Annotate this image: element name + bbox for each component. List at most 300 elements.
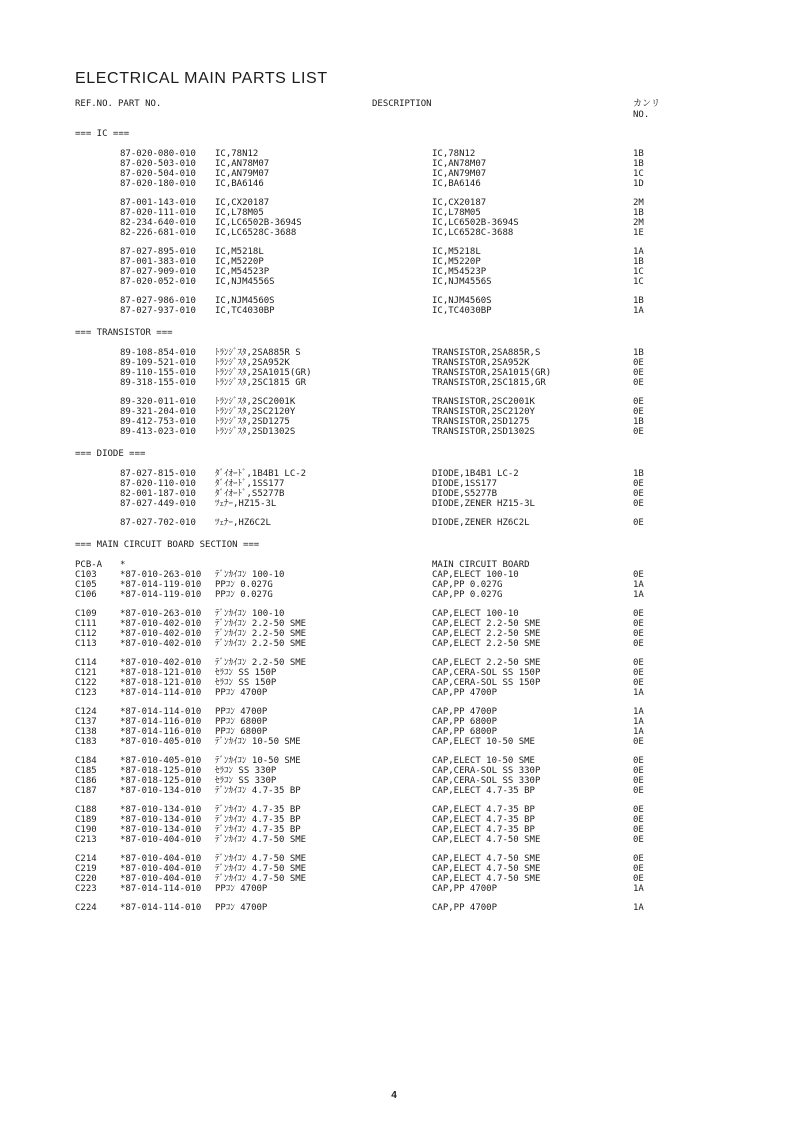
description-cell: CAP,ELECT 10-50 SME <box>432 737 535 747</box>
kanri-no-cell: 1C <box>633 267 644 277</box>
part-no-cell: 87-020-080-010 <box>120 149 196 159</box>
ref-no-cell: C111 <box>75 619 97 629</box>
description-cell: IC,LC6502B-3694S <box>432 218 519 228</box>
jp-name-cell: PPｺﾝ 6800P <box>215 717 268 727</box>
part-no-cell: *87-014-119-010 <box>120 580 202 590</box>
jp-name-cell: ﾃﾞﾝｶｲｺﾝ 2.2-50 SME <box>215 629 307 639</box>
description-cell: IC,LC6528C-3688 <box>432 228 514 238</box>
jp-name-cell: ﾃﾞﾝｶｲｺﾝ 2.2-50 SME <box>215 658 307 668</box>
part-no-cell: 89-320-011-010 <box>120 397 196 407</box>
table-row <box>0 717 788 727</box>
table-row <box>0 296 788 306</box>
jp-name-cell: IC,L78M05 <box>215 208 264 218</box>
description-cell: CAP,PP 4700P <box>432 688 498 698</box>
jp-name-cell: ﾄﾗﾝｼﾞｽﾀ,2SD1302S <box>215 427 296 437</box>
table-row <box>0 609 788 619</box>
part-no-cell: *87-010-405-010 <box>120 737 202 747</box>
table-row <box>0 815 788 825</box>
jp-name-cell: ﾄﾗﾝｼﾞｽﾀ,2SC2001K <box>215 397 296 407</box>
part-no-cell: 87-020-111-010 <box>120 208 196 218</box>
kanri-no-cell: 1B <box>633 257 644 267</box>
description-cell: CAP,ELECT 4.7-50 SME <box>432 854 541 864</box>
kanri-no-cell: 0E <box>633 407 644 417</box>
jp-name-cell: PPｺﾝ 4700P <box>215 903 268 913</box>
part-no-cell: 87-020-504-010 <box>120 169 196 179</box>
ref-no-cell: C223 <box>75 884 97 894</box>
jp-name-cell: ﾄﾗﾝｼﾞｽﾀ,2SA952K <box>215 358 290 368</box>
part-no-cell: 89-318-155-010 <box>120 378 196 388</box>
ref-no-cell: PCB-A <box>75 560 103 570</box>
kanri-no-cell: 0E <box>633 825 644 835</box>
ref-no-header: REF.NO. <box>75 99 113 109</box>
jp-name-cell: ﾃﾞﾝｶｲｺﾝ 2.2-50 SME <box>215 639 307 649</box>
kanri-no-cell: 0E <box>633 776 644 786</box>
part-no-cell: *87-010-263-010 <box>120 609 202 619</box>
description-cell: CAP,ELECT 4.7-35 BP <box>432 825 535 835</box>
jp-name-cell: IC,M5220P <box>215 257 264 267</box>
table-row <box>0 580 788 590</box>
ref-no-cell: C138 <box>75 727 97 737</box>
table-row <box>0 707 788 717</box>
description-cell: TRANSISTOR,2SC2120Y <box>432 407 535 417</box>
jp-name-cell: ﾄﾗﾝｼﾞｽﾀ,2SA885R S <box>215 348 301 358</box>
ref-no-cell: C188 <box>75 805 97 815</box>
description-cell: CAP,PP 6800P <box>432 727 498 737</box>
description-cell: CAP,ELECT 10-50 SME <box>432 756 535 766</box>
table-row <box>0 727 788 737</box>
jp-name-cell: IC,AN78M07 <box>215 159 270 169</box>
ref-no-cell: C184 <box>75 756 97 766</box>
ref-no-cell: C103 <box>75 570 97 580</box>
table-row <box>0 639 788 649</box>
jp-name-cell: ﾃﾞﾝｶｲｺﾝ 10-50 SME <box>215 737 301 747</box>
table-row <box>0 678 788 688</box>
jp-name-cell: ﾄﾗﾝｼﾞｽﾀ,2SD1275 <box>215 417 290 427</box>
kanri-no-cell: 1D <box>633 179 644 189</box>
ref-no-cell: C183 <box>75 737 97 747</box>
description-cell: TRANSISTOR,2SD1302S <box>432 427 535 437</box>
table-row <box>0 247 788 257</box>
kanri-no-cell: 1B <box>633 296 644 306</box>
kanri-no-cell: 1B <box>633 469 644 479</box>
description-cell: CAP,CERA-SOL SS 330P <box>432 766 541 776</box>
part-no-cell: *87-010-402-010 <box>120 629 202 639</box>
description-cell: CAP,PP 0.027G <box>432 580 503 590</box>
jp-name-cell: ﾂｪﾅｰ,HZ6C2L <box>215 518 271 528</box>
kanri-no-cell: 1A <box>633 590 644 600</box>
kanri-header: カンリ <box>633 99 661 109</box>
table-row <box>0 884 788 894</box>
description-cell: CAP,PP 4700P <box>432 884 498 894</box>
description-cell: DIODE,1B4B1 LC-2 <box>432 469 519 479</box>
description-cell: CAP,ELECT 100-10 <box>432 570 519 580</box>
table-row <box>0 560 788 570</box>
kanri-no-cell: 1A <box>633 727 644 737</box>
part-no-cell: *87-010-134-010 <box>120 805 202 815</box>
part-no-cell: *87-014-114-010 <box>120 884 202 894</box>
kanri-no-cell: 0E <box>633 368 644 378</box>
kanri-no-cell: 0E <box>633 658 644 668</box>
kanri-no-cell: 0E <box>633 427 644 437</box>
jp-name-cell: ﾃﾞﾝｶｲｺﾝ 4.7-50 SME <box>215 864 307 874</box>
part-no-cell: *87-014-114-010 <box>120 707 202 717</box>
table-row <box>0 776 788 786</box>
jp-name-cell: PPｺﾝ 0.027G <box>215 580 273 590</box>
part-no-cell: *87-014-119-010 <box>120 590 202 600</box>
kanri-no-cell: 0E <box>633 678 644 688</box>
page-number: 4 <box>391 1090 397 1101</box>
ref-no-cell: C113 <box>75 639 97 649</box>
description-cell: CAP,ELECT 4.7-35 BP <box>432 815 535 825</box>
jp-name-cell: IC,M54523P <box>215 267 270 277</box>
part-no-cell: 89-321-204-010 <box>120 407 196 417</box>
table-row <box>0 358 788 368</box>
table-row <box>0 658 788 668</box>
jp-name-cell: PPｺﾝ 0.027G <box>215 590 273 600</box>
description-cell: IC,M5218L <box>432 247 481 257</box>
table-row <box>0 228 788 238</box>
table-row <box>0 368 788 378</box>
table-row <box>0 169 788 179</box>
description-cell: CAP,ELECT 4.7-35 BP <box>432 786 535 796</box>
description-cell: CAP,CERA-SOL SS 150P <box>432 678 541 688</box>
description-cell: CAP,ELECT 4.7-35 BP <box>432 805 535 815</box>
table-row <box>0 874 788 884</box>
kanri-no-cell: 1C <box>633 277 644 287</box>
kanri-no-cell: 0E <box>633 619 644 629</box>
part-no-cell: 89-413-023-010 <box>120 427 196 437</box>
description-cell: IC,AN78M07 <box>432 159 487 169</box>
part-no-cell: 87-020-503-010 <box>120 159 196 169</box>
ref-no-cell: C137 <box>75 717 97 727</box>
parts-table <box>0 126 788 922</box>
part-no-cell: 87-020-052-010 <box>120 277 196 287</box>
part-no-cell: *87-010-134-010 <box>120 786 202 796</box>
column-header-row <box>0 99 788 121</box>
ref-no-cell: C187 <box>75 786 97 796</box>
part-no-cell: *87-018-121-010 <box>120 678 202 688</box>
description-cell: IC,78N12 <box>432 149 476 159</box>
ref-no-cell: C219 <box>75 864 97 874</box>
table-row <box>0 629 788 639</box>
description-cell: DIODE,ZENER HZ15-3L <box>432 499 535 509</box>
kanri-no-cell: 0E <box>633 854 644 864</box>
kanri-no-cell: 0E <box>633 570 644 580</box>
table-row <box>0 499 788 509</box>
part-no-cell: 87-001-383-010 <box>120 257 196 267</box>
part-no-cell: *87-014-116-010 <box>120 717 202 727</box>
jp-name-cell: IC,LC6502B-3694S <box>215 218 302 228</box>
part-no-cell: *87-018-125-010 <box>120 766 202 776</box>
ref-no-cell: C122 <box>75 678 97 688</box>
jp-name-cell: ｾﾗｺﾝ SS 150P <box>215 668 277 678</box>
part-no-cell: 82-234-640-010 <box>120 218 196 228</box>
kanri-no-cell: 0E <box>633 864 644 874</box>
part-no-cell: *87-010-404-010 <box>120 854 202 864</box>
ref-no-cell: C121 <box>75 668 97 678</box>
ref-no-cell: C124 <box>75 707 97 717</box>
kanri-no-cell: 0E <box>633 489 644 499</box>
table-row <box>0 825 788 835</box>
ref-no-cell: C114 <box>75 658 97 668</box>
kanri-no-cell: 0E <box>633 518 644 528</box>
description-cell: TRANSISTOR,2SA952K <box>432 358 530 368</box>
table-row <box>0 737 788 747</box>
part-no-cell: *87-010-134-010 <box>120 825 202 835</box>
jp-name-cell: IC,LC6528C-3688 <box>215 228 297 238</box>
part-no-cell: *87-010-402-010 <box>120 619 202 629</box>
description-cell: IC,AN79M07 <box>432 169 487 179</box>
kanri-no-cell: 0E <box>633 609 644 619</box>
kanri-no-cell: 1B <box>633 159 644 169</box>
table-row <box>0 306 788 316</box>
kanri-no-cell: 1B <box>633 417 644 427</box>
ref-no-cell: C109 <box>75 609 97 619</box>
jp-name-cell: IC,NJM4560S <box>215 296 275 306</box>
table-row <box>0 619 788 629</box>
description-cell: CAP,ELECT 2.2-50 SME <box>432 639 541 649</box>
table-row <box>0 397 788 407</box>
kanri-no-cell: 0E <box>633 737 644 747</box>
kanri-no-cell: 1A <box>633 903 644 913</box>
table-row <box>0 854 788 864</box>
ref-no-cell: C189 <box>75 815 97 825</box>
table-row <box>0 864 788 874</box>
description-cell: CAP,CERA-SOL SS 330P <box>432 776 541 786</box>
part-no-cell: 87-027-815-010 <box>120 469 196 479</box>
table-row <box>0 407 788 417</box>
ref-no-cell: C214 <box>75 854 97 864</box>
description-cell: DIODE,ZENER HZ6C2L <box>432 518 530 528</box>
kanri-no-cell: 1C <box>633 169 644 179</box>
kanri-no-cell: 1A <box>633 717 644 727</box>
jp-name-cell: PPｺﾝ 4700P <box>215 884 268 894</box>
table-row <box>0 378 788 388</box>
table-row <box>0 277 788 287</box>
ref-no-cell: C190 <box>75 825 97 835</box>
jp-name-cell: ﾀﾞｲｵｰﾄﾞ,1B4B1 LC-2 <box>215 469 307 479</box>
section-heading-text: === MAIN CIRCUIT BOARD SECTION === <box>75 540 260 550</box>
part-no-cell: *87-014-116-010 <box>120 727 202 737</box>
jp-name-cell: ｾﾗｺﾝ SS 150P <box>215 678 277 688</box>
description-cell: IC,CX20187 <box>432 198 487 208</box>
description-cell: IC,M54523P <box>432 267 487 277</box>
table-row <box>0 208 788 218</box>
kanri-no-cell: 1B <box>633 208 644 218</box>
description-header: DESCRIPTION <box>372 99 432 109</box>
part-no-cell: *87-010-405-010 <box>120 756 202 766</box>
table-row <box>0 489 788 499</box>
description-cell: CAP,ELECT 4.7-50 SME <box>432 874 541 884</box>
jp-name-cell: ﾃﾞﾝｶｲｺﾝ 4.7-35 BP <box>215 815 301 825</box>
table-row <box>0 427 788 437</box>
description-cell: IC,NJM4556S <box>432 277 492 287</box>
description-cell: DIODE,S5277B <box>432 489 498 499</box>
table-row <box>0 218 788 228</box>
part-no-cell: 87-027-937-010 <box>120 306 196 316</box>
jp-name-cell: ﾃﾞﾝｶｲｺﾝ 100-10 <box>215 570 285 580</box>
part-no-cell: *87-014-114-010 <box>120 903 202 913</box>
table-row <box>0 257 788 267</box>
kanri-no-cell: 0E <box>633 499 644 509</box>
description-cell: IC,BA6146 <box>432 179 481 189</box>
description-cell: CAP,CERA-SOL SS 150P <box>432 668 541 678</box>
jp-name-cell: IC,CX20187 <box>215 198 270 208</box>
table-row <box>0 518 788 528</box>
section-heading-text: === IC === <box>75 129 130 139</box>
description-cell: MAIN CIRCUIT BOARD <box>432 560 530 570</box>
table-row <box>0 805 788 815</box>
table-row <box>0 417 788 427</box>
description-cell: CAP,PP 4700P <box>432 707 498 717</box>
kanri-no-header: NO. <box>633 110 650 120</box>
description-cell: TRANSISTOR,2SC2001K <box>432 397 535 407</box>
part-no-cell: 87-020-110-010 <box>120 479 196 489</box>
kanri-no-cell: 0E <box>633 874 644 884</box>
description-cell: CAP,ELECT 2.2-50 SME <box>432 658 541 668</box>
table-row <box>0 756 788 766</box>
part-no-cell: 89-110-155-010 <box>120 368 196 378</box>
jp-name-cell: IC,NJM4556S <box>215 277 275 287</box>
kanri-no-cell: 0E <box>633 378 644 388</box>
jp-name-cell: ﾃﾞﾝｶｲｺﾝ 4.7-35 BP <box>215 825 301 835</box>
jp-name-cell: IC,AN79M07 <box>215 169 270 179</box>
table-row <box>0 179 788 189</box>
description-cell: TRANSISTOR,2SA1015(GR) <box>432 368 552 378</box>
jp-name-cell: ｾﾗｺﾝ SS 330P <box>215 766 277 776</box>
part-no-cell: *87-010-404-010 <box>120 835 202 845</box>
jp-name-cell: IC,TC4030BP <box>215 306 275 316</box>
kanri-no-cell: 1A <box>633 884 644 894</box>
kanri-no-cell: 2M <box>633 198 644 208</box>
table-row <box>0 766 788 776</box>
jp-name-cell: ﾂｪﾅｰ,HZ15-3L <box>215 499 277 509</box>
page-title: ELECTRICAL MAIN PARTS LIST <box>75 70 328 87</box>
description-cell: IC,L78M05 <box>432 208 481 218</box>
ref-no-cell: C224 <box>75 903 97 913</box>
kanri-no-cell: 1A <box>633 707 644 717</box>
part-no-header: PART NO. <box>118 99 162 109</box>
kanri-no-cell: 1A <box>633 247 644 257</box>
ref-no-cell: C123 <box>75 688 97 698</box>
kanri-no-cell: 0E <box>633 358 644 368</box>
table-row <box>0 479 788 489</box>
jp-name-cell: ﾃﾞﾝｶｲｺﾝ 10-50 SME <box>215 756 301 766</box>
section-heading <box>0 449 788 460</box>
jp-name-cell: IC,M5218L <box>215 247 264 257</box>
table-row <box>0 903 788 913</box>
part-no-cell: 87-027-449-010 <box>120 499 196 509</box>
part-no-cell: 87-001-143-010 <box>120 198 196 208</box>
jp-name-cell: ﾄﾗﾝｼﾞｽﾀ,2SC1815 GR <box>215 378 307 388</box>
description-cell: CAP,ELECT 2.2-50 SME <box>432 619 541 629</box>
part-no-cell: 87-027-986-010 <box>120 296 196 306</box>
description-cell: IC,M5220P <box>432 257 481 267</box>
kanri-no-cell: 0E <box>633 786 644 796</box>
kanri-no-cell: 1B <box>633 149 644 159</box>
jp-name-cell: ｾﾗｺﾝ SS 330P <box>215 776 277 786</box>
kanri-no-cell: 1E <box>633 228 644 238</box>
description-cell: TRANSISTOR,2SA885R,S <box>432 348 541 358</box>
part-no-cell: 87-027-909-010 <box>120 267 196 277</box>
ref-no-cell: C106 <box>75 590 97 600</box>
kanri-no-cell: 1A <box>633 306 644 316</box>
jp-name-cell: ﾃﾞﾝｶｲｺﾝ 4.7-35 BP <box>215 786 301 796</box>
part-no-cell: 87-027-895-010 <box>120 247 196 257</box>
part-no-cell: * <box>120 560 126 570</box>
description-cell: CAP,PP 0.027G <box>432 590 503 600</box>
kanri-no-cell: 0E <box>633 835 644 845</box>
description-cell: IC,NJM4560S <box>432 296 492 306</box>
kanri-no-cell: 0E <box>633 805 644 815</box>
part-no-cell: *87-014-114-010 <box>120 688 202 698</box>
kanri-no-cell: 0E <box>633 397 644 407</box>
kanri-no-cell: 0E <box>633 639 644 649</box>
part-no-cell: *87-010-402-010 <box>120 658 202 668</box>
kanri-no-cell: 1B <box>633 348 644 358</box>
section-heading-text: === DIODE === <box>75 449 146 459</box>
table-row <box>0 668 788 678</box>
jp-name-cell: ﾃﾞﾝｶｲｺﾝ 2.2-50 SME <box>215 619 307 629</box>
section-heading <box>0 328 788 339</box>
description-cell: CAP,PP 4700P <box>432 903 498 913</box>
section-heading <box>0 129 788 140</box>
description-cell: TRANSISTOR,2SC1815,GR <box>432 378 546 388</box>
part-no-cell: *87-010-402-010 <box>120 639 202 649</box>
table-row <box>0 159 788 169</box>
description-cell: CAP,ELECT 2.2-50 SME <box>432 629 541 639</box>
description-cell: CAP,PP 6800P <box>432 717 498 727</box>
table-row <box>0 149 788 159</box>
part-no-cell: 89-108-854-010 <box>120 348 196 358</box>
description-cell: CAP,ELECT 100-10 <box>432 609 519 619</box>
jp-name-cell: ﾃﾞﾝｶｲｺﾝ 4.7-50 SME <box>215 835 307 845</box>
jp-name-cell: PPｺﾝ 4700P <box>215 688 268 698</box>
jp-name-cell: PPｺﾝ 4700P <box>215 707 268 717</box>
kanri-no-cell: 0E <box>633 756 644 766</box>
kanri-no-cell: 0E <box>633 766 644 776</box>
kanri-no-cell: 1A <box>633 580 644 590</box>
ref-no-cell: C186 <box>75 776 97 786</box>
ref-no-cell: C213 <box>75 835 97 845</box>
kanri-no-cell: 1A <box>633 688 644 698</box>
ref-no-cell: C220 <box>75 874 97 884</box>
ref-no-cell: C185 <box>75 766 97 776</box>
jp-name-cell: IC,BA6146 <box>215 179 264 189</box>
table-row <box>0 198 788 208</box>
part-no-cell: 89-109-521-010 <box>120 358 196 368</box>
jp-name-cell: ﾄﾗﾝｼﾞｽﾀ,2SC2120Y <box>215 407 296 417</box>
section-heading <box>0 540 788 551</box>
jp-name-cell: ﾃﾞﾝｶｲｺﾝ 4.7-50 SME <box>215 874 307 884</box>
part-no-cell: *87-010-263-010 <box>120 570 202 580</box>
table-row <box>0 688 788 698</box>
part-no-cell: *87-010-404-010 <box>120 874 202 884</box>
section-heading-text: === TRANSISTOR === <box>75 328 173 338</box>
ref-no-cell: C105 <box>75 580 97 590</box>
part-no-cell: *87-018-121-010 <box>120 668 202 678</box>
table-row <box>0 786 788 796</box>
ref-no-cell: C112 <box>75 629 97 639</box>
jp-name-cell: ﾀﾞｲｵｰﾄﾞ,1SS177 <box>215 479 285 489</box>
part-no-cell: 89-412-753-010 <box>120 417 196 427</box>
jp-name-cell: IC,78N12 <box>215 149 259 159</box>
jp-name-cell: ﾃﾞﾝｶｲｺﾝ 100-10 <box>215 609 285 619</box>
kanri-no-cell: 0E <box>633 479 644 489</box>
part-no-cell: 87-027-702-010 <box>120 518 196 528</box>
table-row <box>0 348 788 358</box>
description-cell: CAP,ELECT 4.7-50 SME <box>432 835 541 845</box>
